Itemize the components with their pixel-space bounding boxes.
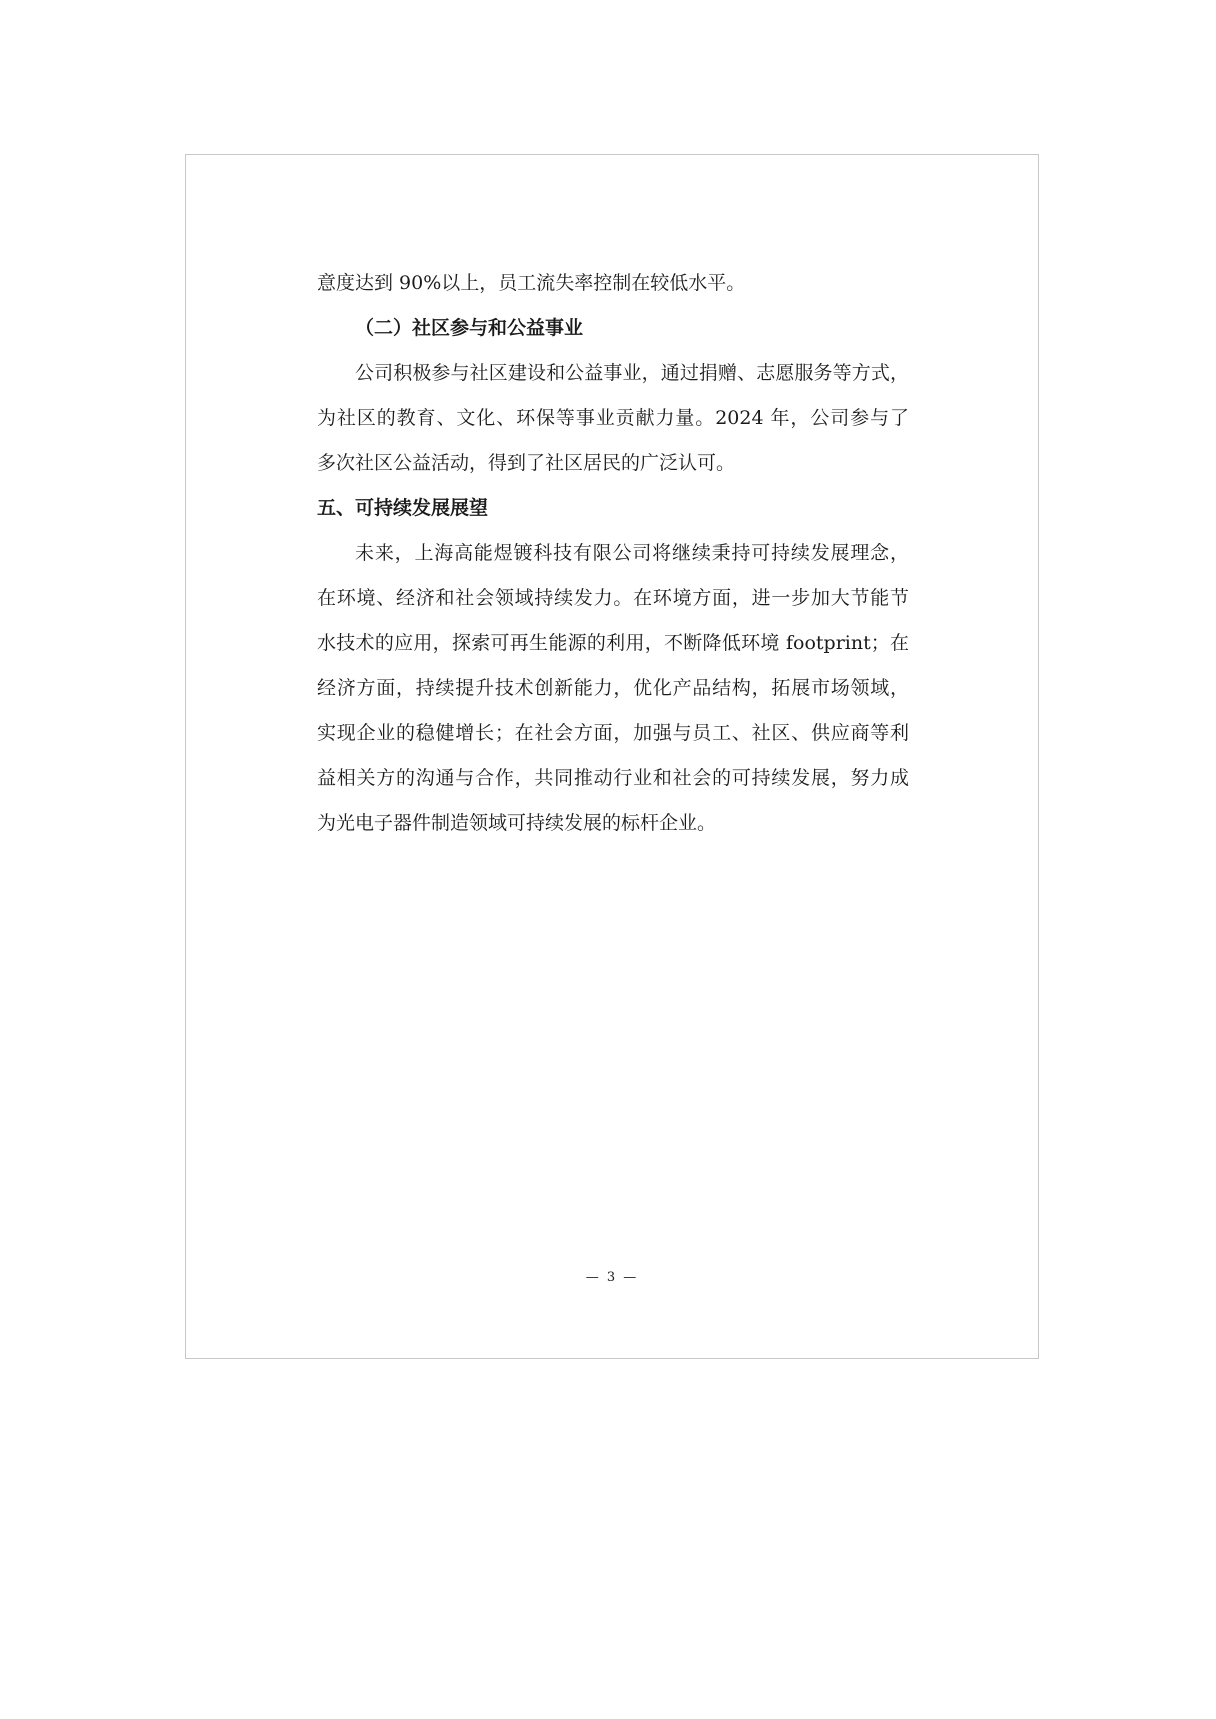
body-line: 水技术的应用，探索可再生能源的利用，不断降低环境 footprint；在 [317,632,909,654]
body-line: 意度达到 90%以上，员工流失率控制在较低水平。 [317,272,746,294]
body-line: 实现企业的稳健增长；在社会方面，加强与员工、社区、供应商等利 [317,722,909,744]
body-line: 益相关方的沟通与合作，共同推动行业和社会的可持续发展，努力成 [317,767,909,789]
page-content [317,261,909,846]
body-line: 公司积极参与社区建设和公益事业，通过捐赠、志愿服务等方式， [355,362,909,384]
document-page [185,154,1039,1359]
page-number: — 3 — [585,1270,639,1285]
body-line: 在环境、经济和社会领域持续发力。在环境方面，进一步加大节能节 [317,587,909,609]
body-line: 为社区的教育、文化、环保等事业贡献力量。2024 年，公司参与了 [317,407,909,429]
section-subheading: （二）社区参与和公益事业 [355,317,584,339]
body-line: 经济方面，持续提升技术创新能力，优化产品结构，拓展市场领域， [317,677,909,699]
body-line: 为光电子器件制造领域可持续发展的标杆企业。 [317,812,717,834]
body-line: 多次社区公益活动，得到了社区居民的广泛认可。 [317,452,736,474]
section-heading: 五、可持续发展展望 [317,497,489,519]
body-line: 未来，上海高能煜镀科技有限公司将继续秉持可持续发展理念， [355,542,909,564]
